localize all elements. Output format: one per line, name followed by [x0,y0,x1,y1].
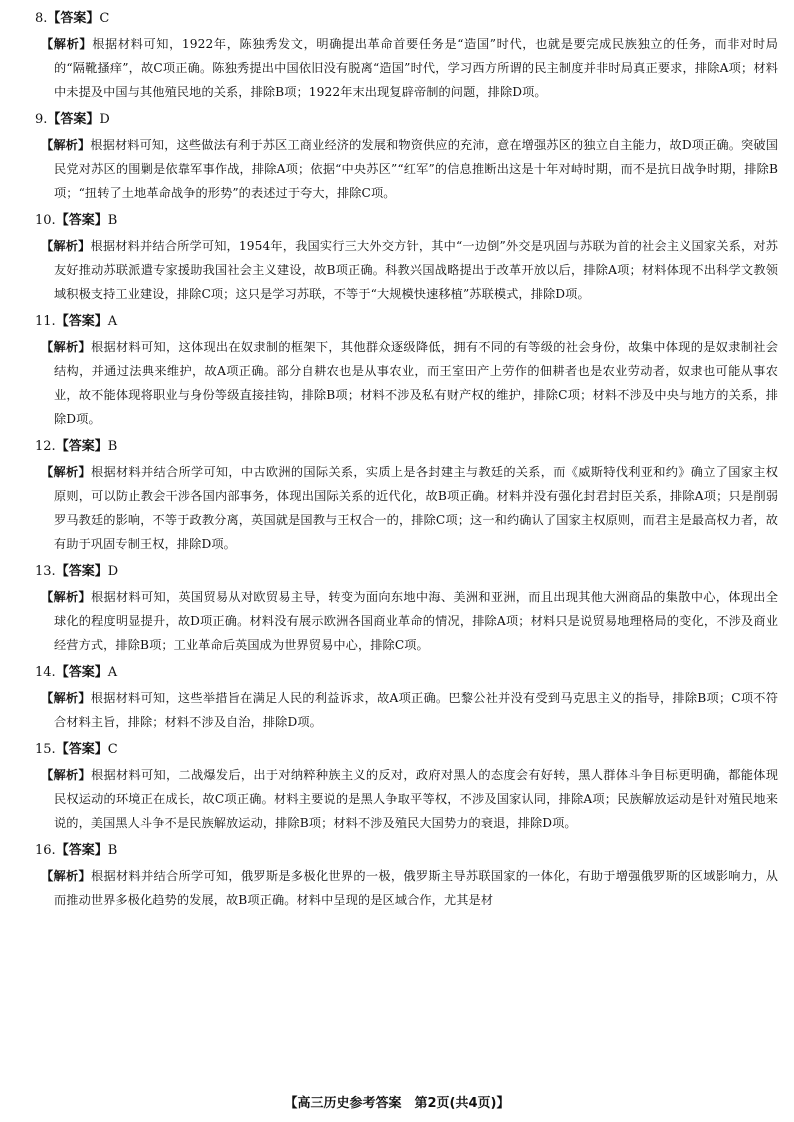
answer-letter: B [107,843,118,858]
analysis-paragraph [22,460,778,556]
analysis-text: 根据材料可知，英国贸易从对欧贸易主导，转变为面向东地中海、美洲和亚洲，而且出现其他大洲商品的集散中心，体现出全球化的程度明显提升，故D项正确。材料没有展示欧洲各国商业革命的情况，排除A项；材料只是说贸易地理格局的变化，不涉及商业经营方式，排除B项；工业革命后英国成为世界贸易中心，排除C项。 [54,590,778,652]
answer-letter: D [107,564,119,579]
analysis-tag: 【解析】 [41,590,91,604]
analysis-tag: 【解析】 [41,138,91,152]
analysis-text: 根据材料并结合所学可知，中古欧洲的国际关系，实质上是各封建主与教廷的关系，而《威斯特伐利亚和约》确立了国家主权原则，可以防止教会干涉各国内部事务，体现出国际关系的近代化，故B项正确。材料并没有强化封君封臣关系，排除A项；只是削弱罗马教廷的影响，不等于政教分离，英国就是国教与王权合一的，排除C项；这一和约确认了国家主权原则，而君主是最高权力者，故有助于巩固专制王权，排除D项。 [54,465,778,551]
answer-document [22,0,778,912]
answer-tag: 【答案】 [55,213,108,228]
analysis-tag: 【解析】 [41,340,91,354]
question-number: 8. [35,11,48,26]
answer-letter: B [107,439,118,454]
answer-tag: 【答案】 [55,742,108,757]
answer-line [22,840,778,862]
answer-line [22,8,778,30]
analysis-tag: 【解析】 [41,239,91,253]
analysis-text: 根据材料可知，这些做法有利于苏区工商业经济的发展和物资供应的充沛，意在增强苏区的独立自主能力，故D项正确。突破国民党对苏区的围剿是依靠军事作战，排除A项；依据“中央苏区”“红军”的信息推断出这是十年对峙时期，而不是抗日战争时期，排除B项；“扭转了土地革命战争的形势”的表述过于夸大，排除C项。 [54,138,778,200]
answer-tag: 【答案】 [47,112,100,127]
analysis-paragraph [22,763,778,835]
answer-item [22,8,778,104]
analysis-text: 根据材料并结合所学可知，俄罗斯是多极化世界的一极，俄罗斯主导苏联国家的一体化，有助于增强俄罗斯的区域影响力，从而推动世界多极化趋势的发展，故B项正确。材料中呈现的是区域合作，尤其是材 [54,869,778,907]
answer-tag: 【答案】 [47,11,100,26]
analysis-text: 根据材料可知，二战爆发后，出于对纳粹种族主义的反对，政府对黑人的态度会有好转，黑人群体斗争目标更明确，都能体现民权运动的环境正在成长，故C项正确。材料主要说的是黑人争取平等权，不涉及国家认同，排除A项；民族解放运动是针对殖民地来说的，美国黑人斗争不是民族解放运动，排除B项；材料不涉及殖民大国势力的衰退，排除D项。 [54,768,778,830]
answer-item [22,662,778,734]
answer-line [22,561,778,583]
question-number: 11. [35,314,56,329]
answer-letter: C [107,742,118,757]
analysis-text: 根据材料可知，这些举措旨在满足人民的利益诉求，故A项正确。巴黎公社并没有受到马克思主义的指导，排除B项；C项不符合材料主旨，排除；材料不涉及自治，排除D项。 [54,691,778,729]
answer-tag: 【答案】 [55,439,108,454]
answer-letter: A [107,314,118,329]
answer-tag: 【答案】 [55,564,108,579]
answer-tag: 【答案】 [55,843,108,858]
answer-tag: 【答案】 [55,314,108,329]
answer-letter: A [107,665,118,680]
analysis-tag: 【解析】 [41,465,91,479]
analysis-text: 根据材料并结合所学可知，1954年，我国实行三大外交方针，其中“一边倒”外交是巩固与苏联为首的社会主义国家关系，对苏友好推动苏联派遣专家援助我国社会主义建设，故B项正确。科教兴国战略提出于改革开放以后，排除A项；材料体现不出科学文教领域积极支持工业建设，排除C项；这只是学习苏联，不等于“大规模快速移植”苏联模式，排除D项。 [54,239,778,301]
analysis-tag: 【解析】 [41,691,91,705]
answer-line [22,311,778,333]
analysis-paragraph [22,234,778,306]
answer-line [22,739,778,761]
analysis-text: 根据材料可知，1922年，陈独秀发文，明确提出革命首要任务是“造国”时代，也就是要完成民族独立的任务，而非对时局的“隔靴搔痒”，故C项正确。陈独秀提出中国依旧没有脱离“造国”时代，学习西方所谓的民主制度并非时局真正要求，排除A项；材料中未提及中国与其他殖民地的关系，排除B项；1922年末出现复辟帝制的问题，排除D项。 [54,37,778,99]
answer-letter: D [99,112,110,127]
answer-item [22,840,778,912]
question-number: 9. [35,112,48,127]
analysis-paragraph [22,32,778,104]
answer-item [22,210,778,306]
answer-item [22,311,778,431]
question-number: 16. [35,843,56,858]
answer-item [22,739,778,835]
answer-item [22,561,778,657]
answer-tag: 【答案】 [55,665,108,680]
answer-item [22,109,778,205]
answer-letter: B [107,213,118,228]
answer-line [22,210,778,232]
analysis-paragraph [22,864,778,912]
question-number: 13. [35,564,56,579]
analysis-tag: 【解析】 [41,768,91,782]
analysis-tag: 【解析】 [41,37,93,51]
question-number: 10. [35,213,56,228]
answer-line [22,109,778,131]
answer-item [22,436,778,556]
answer-line [22,436,778,458]
analysis-paragraph [22,686,778,734]
analysis-text: 根据材料可知，这体现出在奴隶制的框架下，其他群众逐级降低，拥有不同的有等级的社会身份，故集中体现的是奴隶制社会结构，并通过法典来维护，故A项正确。部分自耕农也是从事农业，而王室田产上劳作的佃耕者也是农业劳动者，奴隶也可能从事农业，故不能体现将职业与身份等级直接挂钩，排除B项；材料不涉及私有财产权的维护，排除C项；材料不涉及中央与地方的关系，排除D项。 [54,340,778,426]
answer-line [22,662,778,684]
answer-letter: C [99,11,110,26]
analysis-paragraph [22,133,778,205]
page-footer: 【高三历史参考答案 第2页(共4页)】 [284,1096,510,1111]
question-number: 14. [35,665,56,680]
question-number: 12. [35,439,56,454]
analysis-tag: 【解析】 [41,869,91,883]
question-number: 15. [35,742,56,757]
analysis-paragraph [22,585,778,657]
analysis-paragraph [22,335,778,431]
